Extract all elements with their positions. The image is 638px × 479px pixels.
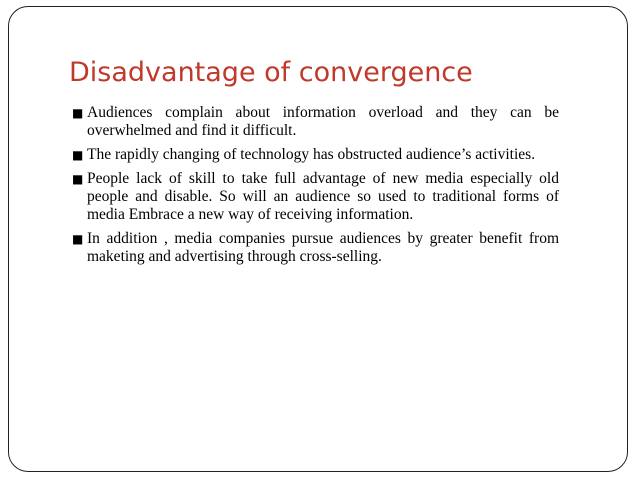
square-bullet-icon: ■ [72, 148, 84, 162]
bullet-text: People lack of skill to take full advantage of new media especially old people and disable. So will an audience so used to traditional forms of media Embrace a new way of receiving information. [87, 170, 559, 223]
list-item [72, 230, 559, 266]
slide-title: Disadvantage of convergence [69, 57, 473, 88]
bullet-text: In addition , media companies pursue audiences by greater benefit from maketing and advertising through cross-selling. [87, 230, 559, 265]
list-item [72, 170, 559, 224]
bullet-text: Audiences complain about information overload and they can be overwhelmed and find it difficult. [87, 104, 559, 139]
square-bullet-icon: ■ [72, 232, 84, 246]
bullet-list [72, 104, 559, 266]
bullet-text: The rapidly changing of technology has obstructed audience’s activities. [87, 146, 536, 163]
list-item [72, 104, 559, 140]
square-bullet-icon: ■ [72, 106, 84, 120]
square-bullet-icon: ■ [72, 172, 84, 186]
list-item [72, 146, 559, 164]
